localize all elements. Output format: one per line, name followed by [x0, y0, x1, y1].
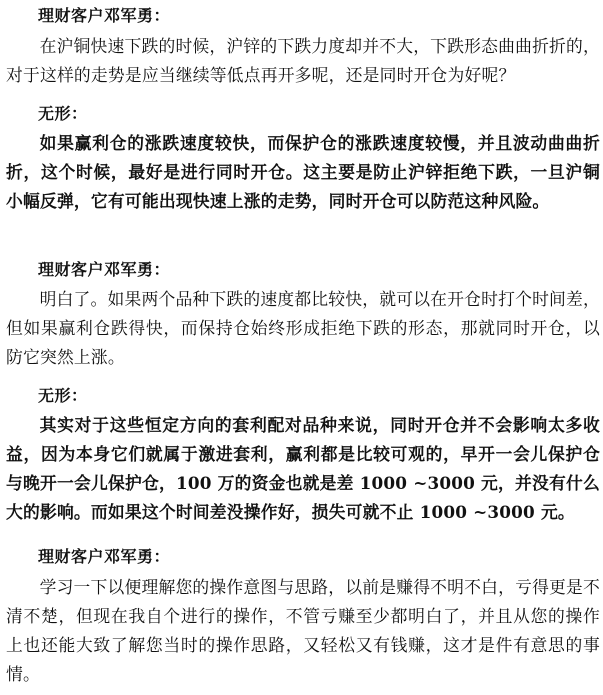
dialogue-paragraph: 在沪铜快速下跌的时候，沪锌的下跌力度却并不大，下跌形态曲曲折折的，对于这样的走势是应当继续等低点再开多呢，还是同时开仓为好呢？: [6, 36, 600, 85]
speaker-label: 理财客户邓军勇：: [38, 6, 171, 25]
dialogue-paragraph: 明白了。如果两个品种下跌的速度都比较快，就可以在开仓时打个时间差，但如果赢利仓跌得快，而保持仓始终形成拒绝下跌的形态，那就同时开仓，以防它突然上涨。: [6, 289, 600, 367]
speaker-label: 无形：: [38, 104, 88, 123]
dialogue-paragraph: 学习一下以便理解您的操作意图与思路，以前是赚得不明不白，亏得更是不清不楚，但现在我自个进行的操作，不管亏赚至少都明白了，并且从您的操作上也还能大致了解您当时的操作思路，又轻松又有钱赚，这才是件有意思的事情。: [6, 577, 600, 684]
speaker-label: 无形：: [38, 386, 88, 405]
speaker-label: 理财客户邓军勇：: [38, 547, 171, 566]
dialogue-paragraph: 其实对于这些恒定方向的套利配对品种来说，同时开仓并不会影响太多收益，因为本身它们就属于激进套利，赢利都是比较可观的，早开一会儿保护仓与晚开一会儿保护仓，100 万的资金也就是差 1000 ~3000 元，并没有什么大的影响。而如果这个时间差没操作好，损失可就不止 1000 ~3000 元。: [6, 415, 600, 522]
dialogue-paragraph: 如果赢利仓的涨跌速度较快，而保护仓的涨跌速度较慢，并且波动曲曲折折，这个时候，最好是进行同时开仓。这主要是防止沪锌拒绝下跌，一旦沪铜小幅反弹，它有可能出现快速上涨的走势，同时开仓可以防范这种风险。: [6, 133, 600, 211]
speaker-label: 理财客户邓军勇：: [38, 260, 171, 279]
